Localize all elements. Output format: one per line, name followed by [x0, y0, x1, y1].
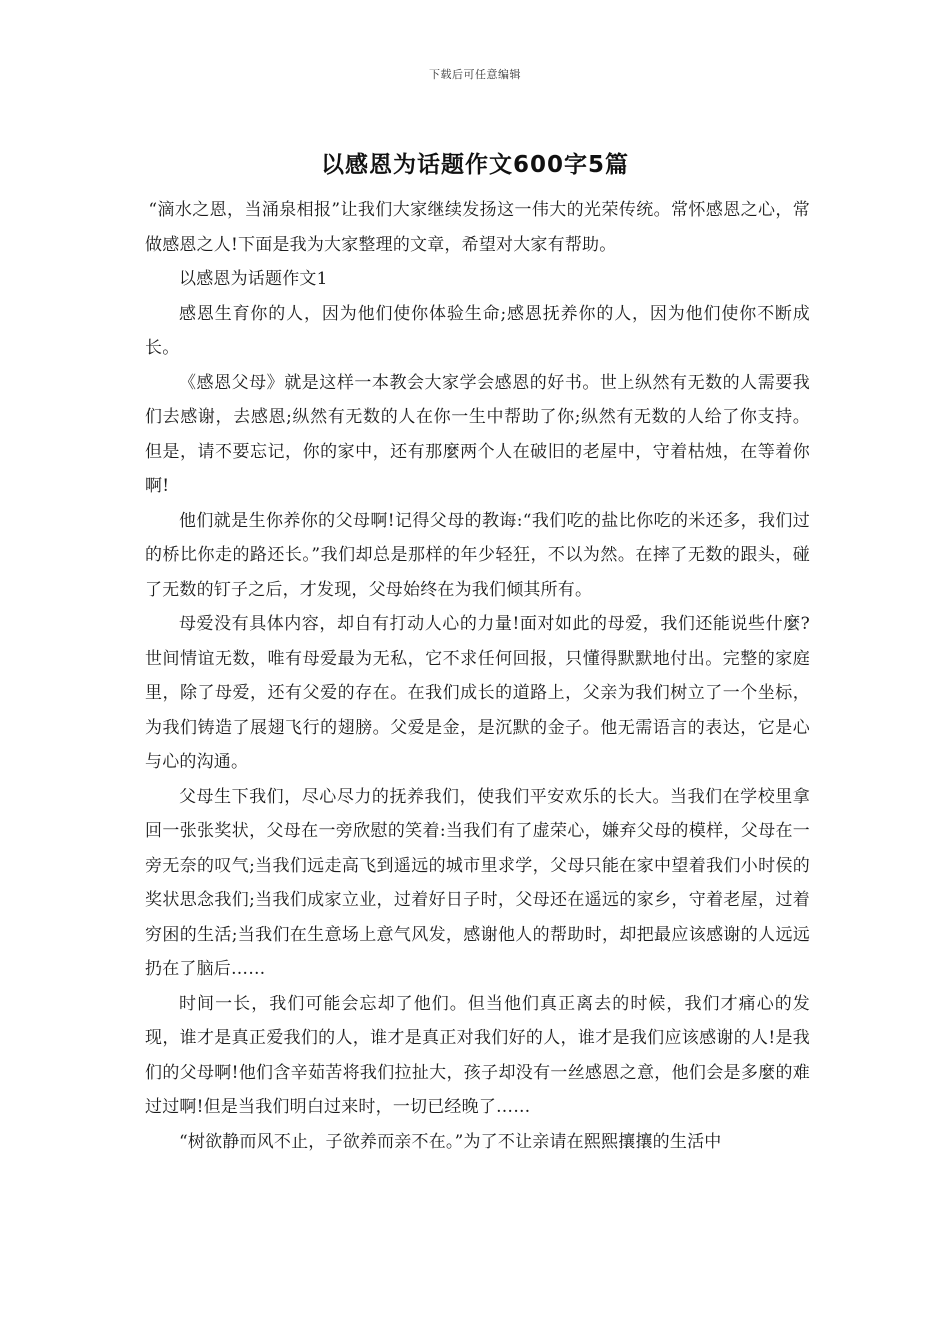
header-note: 下载后可任意编辑 — [429, 68, 521, 81]
document-title: 以感恩为话题作文600字5篇 — [320, 152, 629, 178]
section-heading: 以感恩为话题作文1 — [179, 269, 328, 289]
paragraph: 《感恩父母》就是这样一本教会大家学会感恩的好书。世上纵然有无数的人需要我们去感谢，去感恩;纵然有无数的人在你一生中帮助了你;纵然有无数的人给了你支持。但是，请不要忘记，你的家中，还有那麼两个人在破旧的老屋中，守着枯烛，在等着你啊! — [145, 372, 810, 496]
paragraph: 他们就是生你养你的父母啊!记得父母的教诲:“我们吃的盐比你吃的米还多，我们过的桥比你走的路还长。”我们却总是那样的年少轻狂，不以为然。在摔了无数的跟头，碰了无数的钉子之后，才发现，父母始终在为我们倾其所有。 — [145, 510, 810, 600]
document-body — [145, 193, 810, 1159]
paragraph: 时间一长，我们可能会忘却了他们。但当他们真正离去的时候，我们才痛心的发现，谁才是真正爱我们的人，谁才是真正对我们好的人，谁才是我们应该感谢的人!是我们的父母啊!他们含辛茹苦将我们拉扯大，孩子却没有一丝感恩之意，他们会是多麼的难过过啊!但是当我们明白过来时，一切已经晚了…… — [145, 993, 810, 1117]
paragraph: 父母生下我们，尽心尽力的抚养我们，使我们平安欢乐的长大。当我们在学校里拿回一张张奖状，父母在一旁欣慰的笑着:当我们有了虚荣心，嫌弃父母的模样，父母在一旁无奈的叹气;当我们远走高飞到遥远的城市里求学，父母只能在家中望着我们小时侯的奖状思念我们;当我们成家立业，过着好日子时，父母还在遥远的家乡，守着老屋，过着穷困的生活;当我们在生意场上意气风发，感谢他人的帮助时，却把最应该感谢的人远远扔在了脑后…… — [145, 786, 810, 979]
paragraph: 感恩生育你的人，因为他们使你体验生命;感恩抚养你的人，因为他们使你不断成长。 — [145, 303, 810, 358]
paragraph: 母爱没有具体内容，却自有打动人心的力量!面对如此的母爱，我们还能说些什麼?世间情谊无数，唯有母爱最为无私，它不求任何回报，只懂得默默地付出。完整的家庭里，除了母爱，还有父爱的存在。在我们成长的道路上，父亲为我们树立了一个坐标，为我们铸造了展翅飞行的翅膀。父爱是金，是沉默的金子。他无需语言的表达，它是心与心的沟通。 — [145, 614, 810, 772]
paragraph-intro: “滴水之恩，当涌泉相报”让我们大家继续发扬这一伟大的光荣传统。常怀感恩之心，常做感恩之人!下面是我为大家整理的文章，希望对大家有帮助。 — [145, 200, 810, 255]
paragraph: “树欲静而风不止，子欲养而亲不在。”为了不让亲请在熙熙攘攘的生活中 — [179, 1131, 722, 1152]
